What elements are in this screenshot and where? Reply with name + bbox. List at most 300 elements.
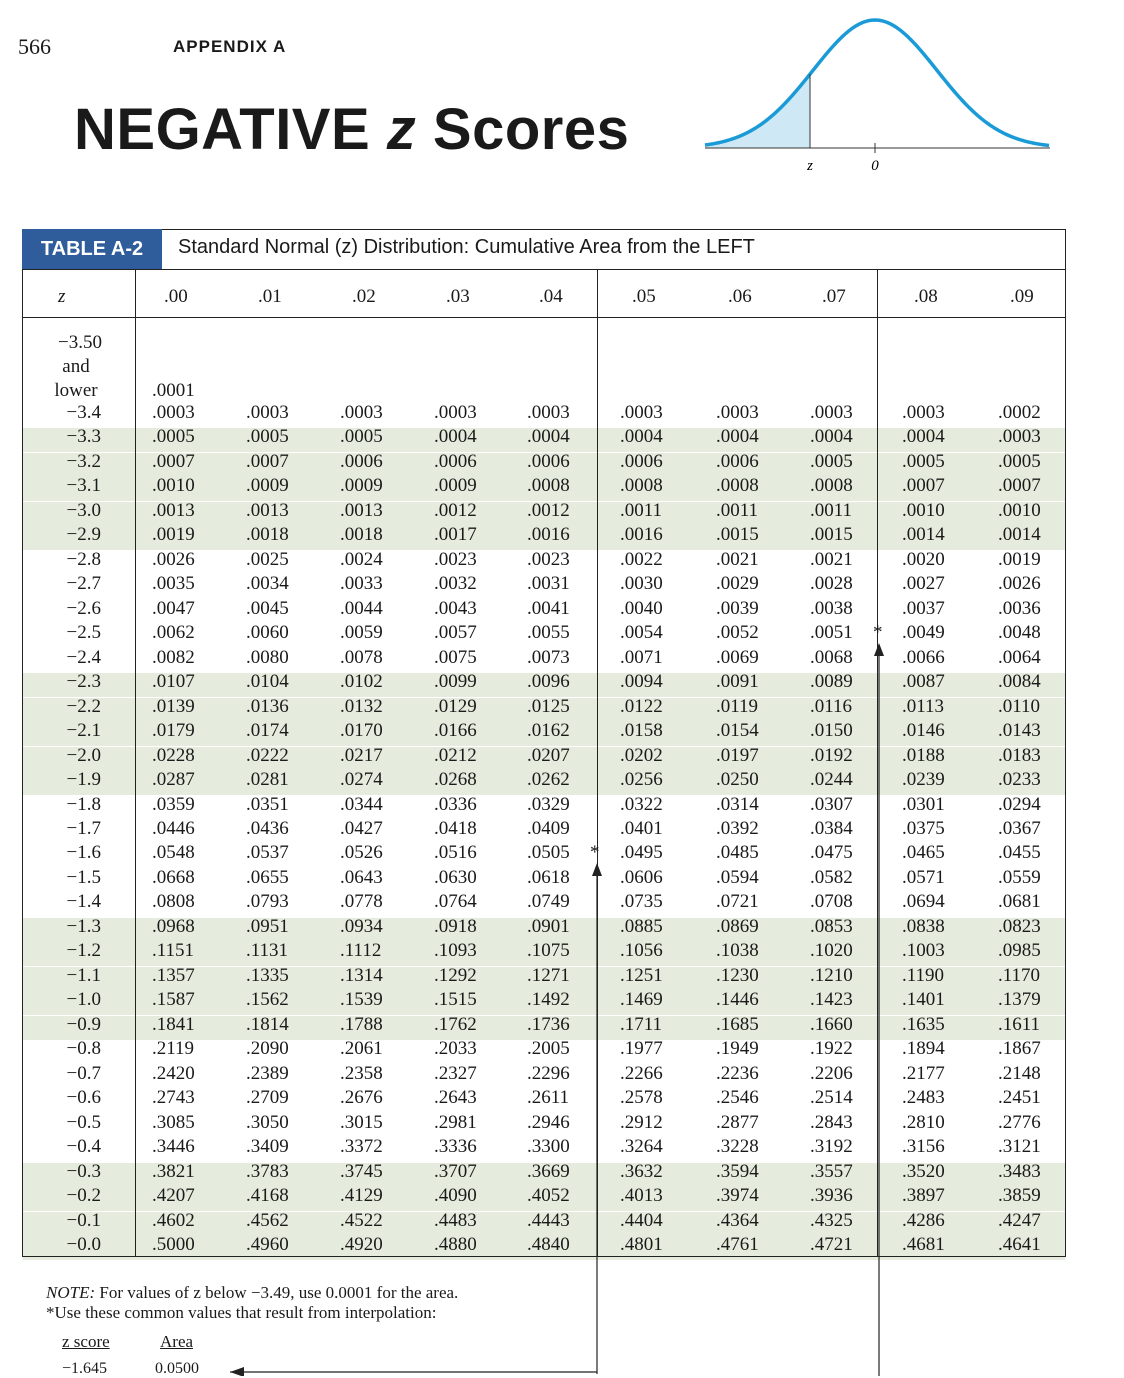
area-cell: .0069 (716, 646, 759, 668)
area-cell: .0256 (620, 769, 663, 791)
area-cell: .0014 (998, 524, 1041, 546)
area-cell: .1867 (998, 1038, 1041, 1060)
area-cell: .0582 (810, 866, 853, 888)
area-cell: .3409 (246, 1136, 289, 1158)
area-cell: .3300 (527, 1136, 570, 1158)
area-cell: .0764 (434, 891, 477, 913)
area-cell: .2946 (527, 1111, 570, 1133)
area-cell: .0188 (902, 744, 945, 766)
z-value: −0.8 (66, 1038, 101, 1060)
area-cell: .0030 (620, 573, 663, 595)
area-cell: .2451 (998, 1087, 1041, 1109)
z-value: −3.1 (66, 475, 101, 497)
z-value: −3.3 (66, 426, 101, 448)
area-cell: .0918 (434, 915, 477, 937)
area-cell: .0427 (340, 817, 383, 839)
area-cell: .0002 (998, 402, 1041, 423)
area-cell: .0132 (340, 695, 383, 717)
area-cell: .4052 (527, 1185, 570, 1207)
area-cell: .2236 (716, 1062, 759, 1084)
area-cell: .1056 (620, 940, 663, 962)
area-cell: .0985 (998, 940, 1041, 962)
z-value: −2.0 (66, 744, 101, 766)
area-cell: .0166 (434, 720, 477, 742)
area-cell: .0281 (246, 769, 289, 791)
z-value: −1.1 (66, 964, 101, 986)
area-cell: .0170 (340, 720, 383, 742)
note-example-z: −1.645 (62, 1360, 108, 1377)
area-cell: .0060 (246, 622, 289, 644)
area-cell: .0028 (810, 573, 853, 595)
area-cell: .0968 (152, 915, 195, 937)
area-cell: .4681 (902, 1233, 945, 1255)
interpolation-star-2: * (873, 622, 883, 643)
area-cell: .0003 (434, 402, 477, 423)
area-cell: .0307 (810, 793, 853, 815)
area-cell: .3050 (246, 1111, 289, 1133)
area-cell: .1922 (810, 1038, 853, 1060)
area-cell: .0344 (340, 793, 383, 815)
area-cell: .1841 (152, 1013, 195, 1035)
z-value: −0.3 (66, 1160, 101, 1182)
area-cell: .0594 (716, 866, 759, 888)
area-cell: .0005 (902, 450, 945, 472)
area-cell: .0015 (810, 524, 853, 546)
area-cell: .0003 (340, 402, 383, 423)
area-cell: .0041 (527, 597, 570, 619)
area-cell: .2912 (620, 1111, 663, 1133)
z-value: −3.0 (66, 499, 101, 521)
note-label: NOTE: (46, 1283, 96, 1302)
area-cell: .0003 (716, 402, 759, 423)
area-cell: .0146 (902, 720, 945, 742)
area-cell: .0003 (527, 402, 570, 423)
area-cell: .0024 (340, 548, 383, 570)
area-cell: .0006 (527, 450, 570, 472)
z-value: −2.9 (66, 524, 101, 546)
area-cell: .4364 (716, 1209, 759, 1231)
area-cell: .2578 (620, 1087, 663, 1109)
column-header: .09 (1010, 286, 1034, 307)
area-cell: .0007 (998, 475, 1041, 497)
area-cell: .0021 (810, 548, 853, 570)
area-cell: .2266 (620, 1062, 663, 1084)
area-cell: .1401 (902, 989, 945, 1011)
area-cell: .3446 (152, 1136, 195, 1158)
area-cell: .0004 (434, 426, 477, 448)
area-cell: .4562 (246, 1209, 289, 1231)
z-value: −0.9 (66, 1013, 101, 1035)
area-cell: .2033 (434, 1038, 477, 1060)
area-cell: .0032 (434, 573, 477, 595)
area-cell: .0409 (527, 817, 570, 839)
area-cell: .1230 (716, 964, 759, 986)
area-cell: .4840 (527, 1233, 570, 1255)
area-cell: .0004 (527, 426, 570, 448)
area-cell: .2676 (340, 1087, 383, 1109)
area-cell: .0004 (620, 426, 663, 448)
z-value: −1.3 (66, 915, 101, 937)
area-cell: .0301 (902, 793, 945, 815)
area-cell: .0606 (620, 866, 663, 888)
area-cell: .0384 (810, 817, 853, 839)
note-example-area: 0.0500 (155, 1360, 199, 1377)
area-cell: .0003 (998, 426, 1041, 448)
area-cell: .1762 (434, 1013, 477, 1035)
z-value: −1.0 (66, 989, 101, 1011)
area-cell: .0537 (246, 842, 289, 864)
area-cell: .0013 (246, 499, 289, 521)
area-cell: .0049 (902, 622, 945, 644)
area-cell: .3707 (434, 1160, 477, 1182)
area-cell: .1446 (716, 989, 759, 1011)
area-cell: .0113 (902, 695, 945, 717)
area-cell: .3520 (902, 1160, 945, 1182)
note-text: For values of z below −3.49, use 0.0001 for the area. (95, 1283, 459, 1302)
area-cell: .0005 (998, 450, 1041, 472)
area-cell: .0179 (152, 720, 195, 742)
area-cell: .2743 (152, 1087, 195, 1109)
area-cell: .0668 (152, 866, 195, 888)
area-cell: .2148 (998, 1062, 1041, 1084)
area-cell: .0026 (998, 573, 1041, 595)
area-cell: .0139 (152, 695, 195, 717)
area-cell: .0020 (902, 548, 945, 570)
area-cell: .0059 (340, 622, 383, 644)
area-cell: .1515 (434, 989, 477, 1011)
z-value: −0.7 (66, 1062, 101, 1084)
area-cell: .3483 (998, 1160, 1041, 1182)
area-cell: .0351 (246, 793, 289, 815)
z-value: −2.1 (66, 720, 101, 742)
area-cell: .1170 (998, 964, 1041, 986)
area-cell: .0016 (620, 524, 663, 546)
area-cell: .0154 (716, 720, 759, 742)
area-cell: .0038 (810, 597, 853, 619)
area-cell: .0013 (152, 499, 195, 521)
area-cell: .0052 (716, 622, 759, 644)
z-value: −2.5 (66, 622, 101, 644)
area-cell: .0262 (527, 769, 570, 791)
z-value: −2.8 (66, 548, 101, 570)
area-cell: .0233 (998, 769, 1041, 791)
area-cell: .0110 (998, 695, 1041, 717)
area-cell: .3897 (902, 1185, 945, 1207)
area-cell: .1292 (434, 964, 477, 986)
area-cell: .2514 (810, 1087, 853, 1109)
area-cell: .1660 (810, 1013, 853, 1035)
area-cell: .0054 (620, 622, 663, 644)
area-cell: .1151 (152, 940, 195, 962)
area-cell: .0228 (152, 744, 195, 766)
area-cell: .0012 (434, 499, 477, 521)
area-cell: .0075 (434, 646, 477, 668)
area-cell: .0559 (998, 866, 1041, 888)
column-header: .06 (728, 286, 752, 307)
z-value: −2.7 (66, 573, 101, 595)
area-cell: .0202 (620, 744, 663, 766)
area-cell: .1736 (527, 1013, 570, 1035)
area-cell: .4721 (810, 1233, 853, 1255)
area-cell: .3015 (340, 1111, 383, 1133)
area-cell: .0571 (902, 866, 945, 888)
area-cell: .0007 (902, 475, 945, 497)
area-cell: .0014 (902, 524, 945, 546)
area-cell: .0951 (246, 915, 289, 937)
area-cell: .4168 (246, 1185, 289, 1207)
area-cell: .0239 (902, 769, 945, 791)
area-cell: .0006 (434, 450, 477, 472)
area-cell: .0446 (152, 817, 195, 839)
area-cell: .4129 (340, 1185, 383, 1207)
area-cell: .0823 (998, 915, 1041, 937)
first-row-value: .0001 (152, 380, 195, 401)
area-cell: .0207 (527, 744, 570, 766)
area-cell: .4801 (620, 1233, 663, 1255)
area-cell: .3085 (152, 1111, 195, 1133)
z-value: −3.4 (66, 402, 101, 423)
area-cell: .0023 (434, 548, 477, 570)
area-cell: .2090 (246, 1038, 289, 1060)
area-cell: .1587 (152, 989, 195, 1011)
first-row-z-label: −3.50 (58, 332, 102, 353)
area-cell: .0329 (527, 793, 570, 815)
area-cell: .0025 (246, 548, 289, 570)
area-cell: .4207 (152, 1185, 195, 1207)
area-cell: .3156 (902, 1136, 945, 1158)
appendix-label: APPENDIX A (173, 37, 287, 56)
note-area-header: Area (160, 1332, 194, 1351)
z-value: −0.4 (66, 1136, 101, 1158)
area-cell: .0314 (716, 793, 759, 815)
area-cell: .0143 (998, 720, 1041, 742)
area-cell: .0136 (246, 695, 289, 717)
area-cell: .1977 (620, 1038, 663, 1060)
z-value: −3.2 (66, 450, 101, 472)
area-cell: .0021 (716, 548, 759, 570)
area-cell: .0019 (998, 548, 1041, 570)
area-cell: .2843 (810, 1111, 853, 1133)
area-cell: .0244 (810, 769, 853, 791)
area-cell: .1379 (998, 989, 1041, 1011)
area-cell: .1611 (998, 1013, 1041, 1035)
area-cell: .0125 (527, 695, 570, 717)
area-cell: .0055 (527, 622, 570, 644)
area-cell: .0158 (620, 720, 663, 742)
curve-zero-label: 0 (871, 158, 879, 174)
column-header: .00 (164, 286, 188, 307)
area-cell: .0009 (340, 475, 383, 497)
area-cell: .0250 (716, 769, 759, 791)
area-cell: .1112 (340, 940, 382, 962)
area-cell: .0009 (246, 475, 289, 497)
z-column-header: z (58, 286, 66, 307)
area-cell: .0026 (152, 548, 195, 570)
area-cell: .0174 (246, 720, 289, 742)
area-cell: .2358 (340, 1062, 383, 1084)
area-cell: .0655 (246, 866, 289, 888)
area-cell: .1093 (434, 940, 477, 962)
area-cell: .0003 (810, 402, 853, 423)
note-z-score-header: z score (62, 1332, 110, 1351)
area-cell: .4602 (152, 1209, 195, 1231)
area-cell: .0051 (810, 622, 853, 644)
area-cell: .1190 (902, 964, 945, 986)
area-cell: .3974 (716, 1185, 759, 1207)
area-cell: .2389 (246, 1062, 289, 1084)
area-cell: .0008 (527, 475, 570, 497)
area-cell: .0071 (620, 646, 663, 668)
area-cell: .0045 (246, 597, 289, 619)
area-cell: .4404 (620, 1209, 663, 1231)
area-cell: .0901 (527, 915, 570, 937)
area-cell: .0643 (340, 866, 383, 888)
area-cell: .4641 (998, 1233, 1041, 1255)
z-value: −1.2 (66, 940, 101, 962)
area-cell: .0099 (434, 671, 477, 693)
area-cell: .0018 (246, 524, 289, 546)
area-cell: .0548 (152, 842, 195, 864)
area-cell: .0268 (434, 769, 477, 791)
area-cell: .0721 (716, 891, 759, 913)
area-cell: .0006 (716, 450, 759, 472)
area-cell: .0217 (340, 744, 383, 766)
area-cell: .0013 (340, 499, 383, 521)
area-cell: .0007 (152, 450, 195, 472)
area-cell: .0082 (152, 646, 195, 668)
area-cell: .3783 (246, 1160, 289, 1182)
area-cell: .3372 (340, 1136, 383, 1158)
area-cell: .2061 (340, 1038, 383, 1060)
area-cell: .0033 (340, 573, 383, 595)
area-cell: .0104 (246, 671, 289, 693)
area-cell: .0010 (152, 475, 195, 497)
z-value: −1.8 (66, 793, 101, 815)
table-caption: Standard Normal (z) Distribution: Cumulative Area from the LEFT (178, 236, 755, 258)
area-cell: .1711 (620, 1013, 663, 1035)
area-cell: .0006 (620, 450, 663, 472)
area-cell: .0004 (902, 426, 945, 448)
area-cell: .0885 (620, 915, 663, 937)
area-cell: .0089 (810, 671, 853, 693)
area-cell: .0516 (434, 842, 477, 864)
area-cell: .2119 (152, 1038, 195, 1060)
area-cell: .4960 (246, 1233, 289, 1255)
z-value: −2.3 (66, 671, 101, 693)
area-cell: .4325 (810, 1209, 853, 1231)
z-value: −1.7 (66, 817, 101, 839)
area-cell: .0808 (152, 891, 195, 913)
area-cell: .0197 (716, 744, 759, 766)
area-cell: .4761 (716, 1233, 759, 1255)
area-cell: .0485 (716, 842, 759, 864)
area-cell: .1357 (152, 964, 195, 986)
area-cell: .1271 (527, 964, 570, 986)
area-cell: .0062 (152, 622, 195, 644)
area-cell: .1423 (810, 989, 853, 1011)
first-row-z-label: and (62, 356, 90, 377)
area-cell: .0708 (810, 891, 853, 913)
area-cell: .0057 (434, 622, 477, 644)
area-cell: .1251 (620, 964, 663, 986)
area-cell: .1949 (716, 1038, 759, 1060)
area-cell: .0008 (810, 475, 853, 497)
area-cell: .1788 (340, 1013, 383, 1035)
page-number: 566 (18, 34, 51, 59)
area-cell: .0294 (998, 793, 1041, 815)
area-cell: .1131 (246, 940, 289, 962)
area-cell: .0505 (527, 842, 570, 864)
area-cell: .2483 (902, 1087, 945, 1109)
area-cell: .1020 (810, 940, 853, 962)
area-cell: .1492 (527, 989, 570, 1011)
z-value: −2.6 (66, 597, 101, 619)
area-cell: .1685 (716, 1013, 759, 1035)
area-cell: .0853 (810, 915, 853, 937)
area-cell: .0287 (152, 769, 195, 791)
area-cell: .0007 (246, 450, 289, 472)
area-cell: .0869 (716, 915, 759, 937)
area-cell: .0031 (527, 573, 570, 595)
area-cell: .2709 (246, 1087, 289, 1109)
area-cell: .0039 (716, 597, 759, 619)
area-cell: .0023 (527, 548, 570, 570)
area-cell: .0044 (340, 597, 383, 619)
area-cell: .0375 (902, 817, 945, 839)
area-cell: .0359 (152, 793, 195, 815)
area-cell: .0084 (998, 671, 1041, 693)
area-cell: .0066 (902, 646, 945, 668)
area-cell: .2546 (716, 1087, 759, 1109)
area-cell: .0681 (998, 891, 1041, 913)
area-cell: .2327 (434, 1062, 477, 1084)
area-cell: .0119 (716, 695, 759, 717)
interpolation-star-1: * (590, 842, 600, 863)
area-cell: .0455 (998, 842, 1041, 864)
area-cell: .0027 (902, 573, 945, 595)
area-cell: .0003 (246, 402, 289, 423)
area-cell: .0475 (810, 842, 853, 864)
area-cell: .2420 (152, 1062, 195, 1084)
area-cell: .0010 (998, 499, 1041, 521)
area-cell: .0011 (810, 499, 853, 521)
area-cell: .1075 (527, 940, 570, 962)
area-cell: .0068 (810, 646, 853, 668)
area-cell: .0005 (810, 450, 853, 472)
area-cell: .3228 (716, 1136, 759, 1158)
area-cell: .0495 (620, 842, 663, 864)
area-cell: .0116 (810, 695, 853, 717)
z-value: −0.0 (66, 1233, 101, 1255)
area-cell: .2810 (902, 1111, 945, 1133)
first-row-z-label: lower (54, 380, 98, 401)
area-cell: .0838 (902, 915, 945, 937)
area-cell: .0526 (340, 842, 383, 864)
area-cell: .3632 (620, 1160, 663, 1182)
area-cell: .4443 (527, 1209, 570, 1231)
area-cell: .0162 (527, 720, 570, 742)
area-cell: .0091 (716, 671, 759, 693)
area-cell: .0122 (620, 695, 663, 717)
area-cell: .0019 (152, 524, 195, 546)
area-cell: .0094 (620, 671, 663, 693)
area-cell: .2296 (527, 1062, 570, 1084)
area-cell: .2177 (902, 1062, 945, 1084)
note-line (46, 1283, 458, 1303)
area-cell: .0011 (620, 499, 663, 521)
area-cell: .1539 (340, 989, 383, 1011)
area-cell: .0005 (246, 426, 289, 448)
